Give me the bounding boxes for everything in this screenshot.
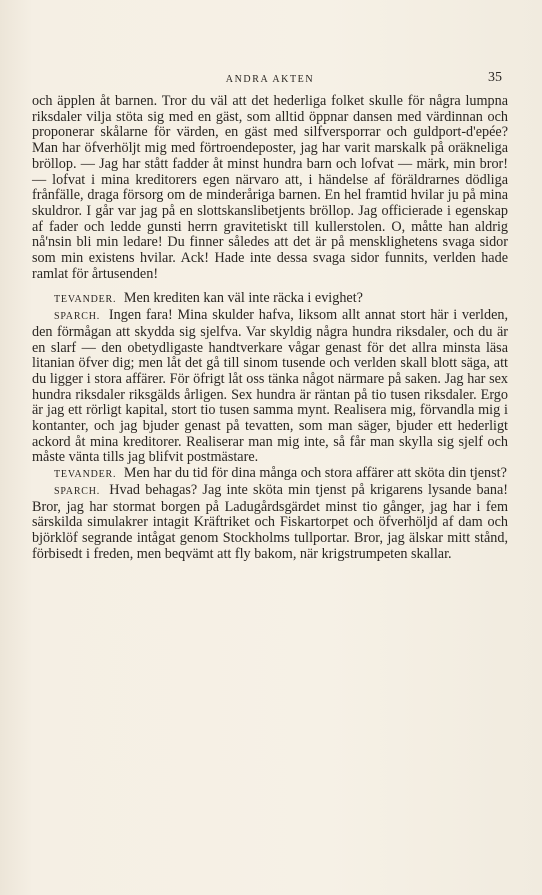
running-head: ANDRA AKTEN — [225, 74, 315, 85]
body-text — [32, 94, 508, 562]
dialogue-text: Ingen fara! Mina skulder hafva, liksom allt annat stort här i verlden, den förmågan att skydda sig sjelfva. Var skyldig några hundra riksdaler, och du är en slarf — den obetydligaste handtverkare vågar genast för det allra minsta läsa litanian öfver dig; men låt det gå till sinom tusende och verlden skall blott säga, att du ligger i stora affärer. För öfrigt låt oss tänka något närmare på saken. Jag har sex hundra riksdaler riksgälds årligen. Sex hundra är räntan på tio tusen riksdaler. Ergo är jag ett rörligt kapital, stort tio tusen samma mynt. Realisera mig, förvandla mig i kontanter, och jag bjuder genast på tevatten, som man säger, bjuder ett hederligt ackord åt mina kreditorer. Realiserar man mig inte, så får man skylla sig sjelf och måste vänta tills jag blifvit postmästare. — [32, 307, 509, 466]
dialogue-paragraph — [32, 466, 508, 483]
page-header — [32, 70, 508, 90]
dialogue-text: Men har du tid för dina många och stora affärer att sköta din tjenst? — [123, 465, 507, 482]
page-number: 35 — [488, 70, 502, 85]
speaker-name: TEVANDER. — [54, 294, 117, 306]
dialogue-paragraph — [32, 483, 508, 563]
dialogue-paragraph — [32, 291, 508, 308]
speaker-name: TEVANDER. — [54, 469, 117, 481]
speaker-name: SPARCH. — [54, 311, 101, 323]
speaker-name: SPARCH. — [54, 485, 101, 497]
paragraph-continued — [32, 94, 508, 282]
dialogue-paragraph — [32, 308, 508, 466]
paragraph-text: och äpplen åt barnen. Tror du väl att det hederliga folket skulle för några lumpna riksdaler vilja stöta sig med en gäst, som alltid öppnar dansen med värdinnan och proponerar skålarne för värden, en gäst med silfversporrar och guldport-d'epée? Man har öfverhöljt mig med förtroendeposter, jag har varit marskalk på oräkneliga bröllop. — Jag har stått fadder åt minst hundra barn och lofvat — märk, min bror! — lofvat i mina kreditorers egen närvaro att, i händelse af föräldrarnes dödliga frånfälle, draga försorg om de minderåriga barnen. En hel framtid hvilar ju på mina skuldror. I går var jag på en slottskanslibetjents bröllop. Jag officierade i egenskap af fader och ledde gunsti herrn gravitetiskt till kullerstolen. O, måtte han aldrig nå'nsin bli min ledare! Du finner således att det är på mensklighetens svaga sidor som min existens hvilar. Ack! Hade inte dessa svaga sidor funnits, verlden hade ramlat för årtusenden! — [32, 93, 508, 282]
dialogue-text: Hvad behagas? Jag inte sköta min tjenst på krigarens lysande bana! Bror, jag har stormat borgen på Ladugårdsgärdet minst tio gånger, jag har i fem särskilda simulakrer intagit Kräftriket och Fiskartorpet och öfverhöljd af dam och björklöf segrande intågat genom Stockholms tullportar. Bror, jag älskar mitt stånd, förbisedt i freden, men beqvämt att fly bakom, när krigstrumpeten skallar. — [32, 481, 509, 562]
dialogue-text: Men krediten kan väl inte räcka i evighet? — [123, 290, 363, 307]
